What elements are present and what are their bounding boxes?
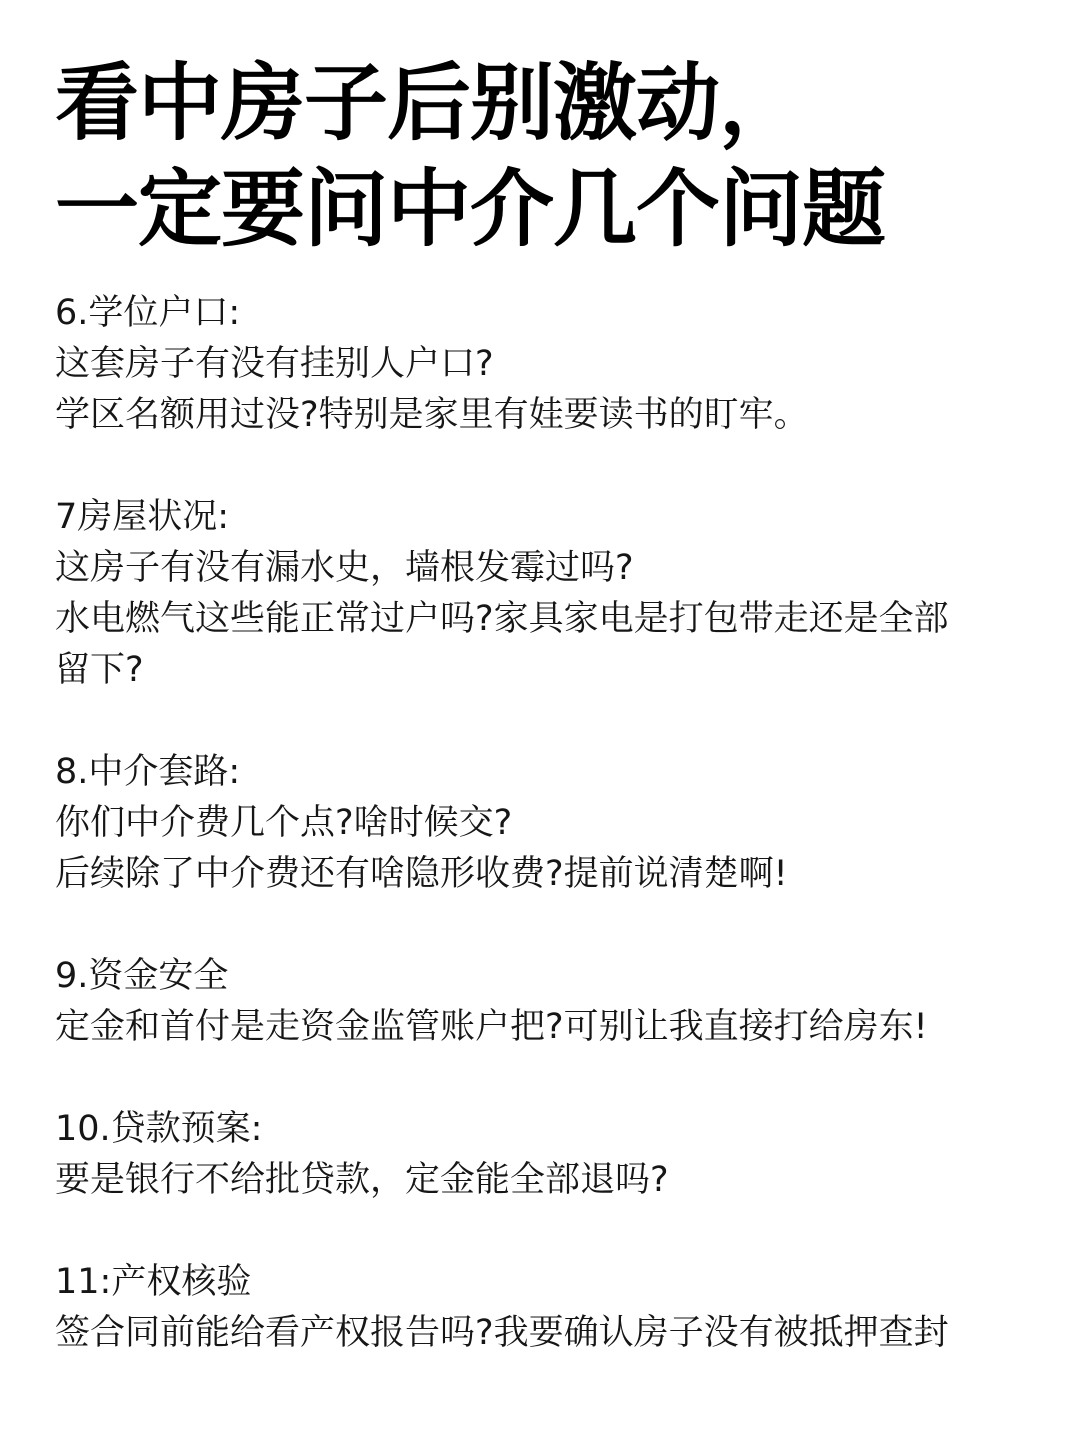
section-loan-plan	[55, 1104, 1040, 1206]
section-line: 你们中介费几个点?啥时候交?	[55, 803, 513, 843]
section-line: 定金和首付是走资金监管账户把?可别让我直接打给房东!	[55, 1007, 928, 1047]
section-heading: 6.学位户口:	[55, 293, 241, 333]
section-title-verification	[55, 1257, 1040, 1359]
section-line: 学区名额用过没?特别是家里有娃要读书的盯牢。	[55, 395, 809, 435]
section-heading: 11:产权核验	[55, 1262, 252, 1302]
section-line: 要是银行不给批贷款，定金能全部退吗?	[55, 1160, 669, 1200]
section-heading: 9.资金安全	[55, 956, 229, 996]
section-line: 留下?	[55, 650, 144, 690]
page-title	[55, 50, 1040, 262]
question-list	[55, 288, 1040, 1359]
section-agency-tricks	[55, 747, 1040, 900]
section-line: 这房子有没有漏水史，墙根发霉过吗?	[55, 548, 634, 588]
section-house-condition	[55, 492, 1040, 696]
section-heading: 10.贷款预案:	[55, 1109, 263, 1149]
section-school-hukou	[55, 288, 1040, 441]
section-fund-safety	[55, 951, 1040, 1053]
section-line: 这套房子有没有挂别人户口?	[55, 344, 494, 384]
title-line-2: 一定要问中介几个问题	[55, 160, 886, 258]
section-heading: 8.中介套路:	[55, 752, 241, 792]
section-line: 水电燃气这些能正常过户吗?家具家电是打包带走还是全部	[55, 599, 949, 639]
section-heading: 7房屋状况:	[55, 497, 230, 537]
section-line: 签合同前能给看产权报告吗?我要确认房子没有被抵押查封	[55, 1313, 949, 1353]
title-line-1: 看中房子后别激动，	[55, 54, 803, 152]
section-line: 后续除了中介费还有啥隐形收费?提前说清楚啊!	[55, 854, 788, 894]
